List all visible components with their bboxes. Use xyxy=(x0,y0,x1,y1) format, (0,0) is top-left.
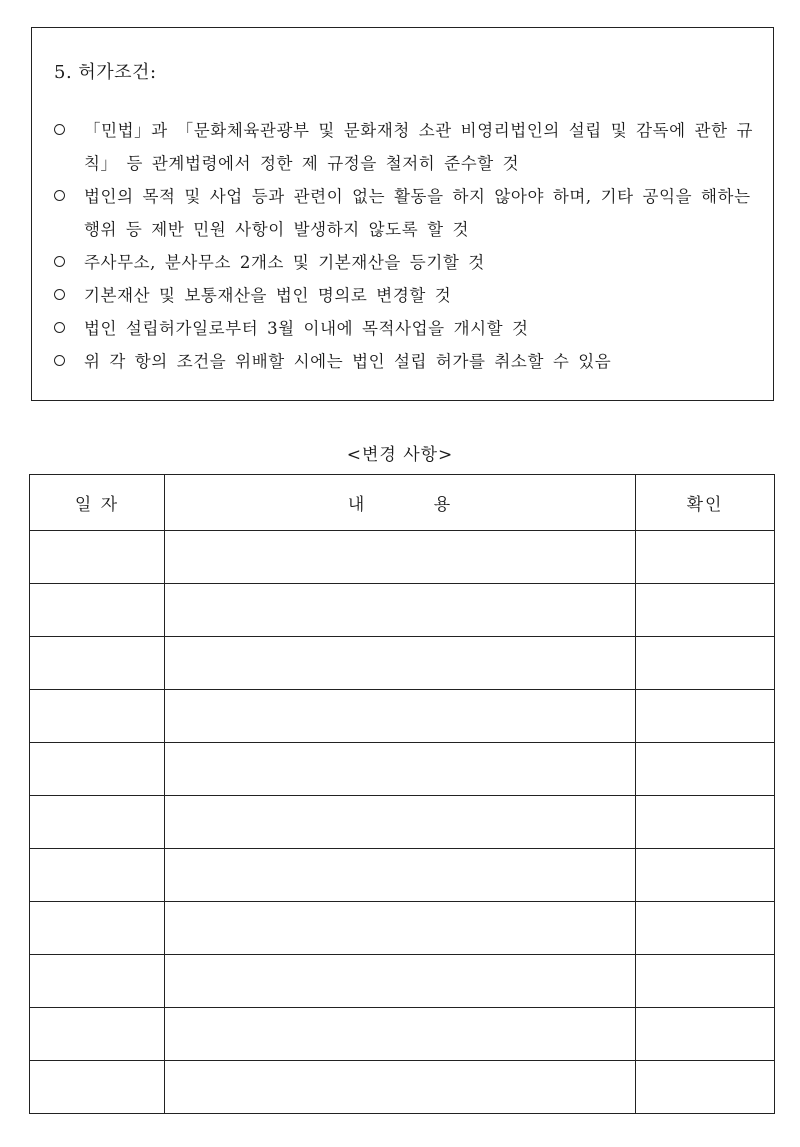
changes-title: <변경 사항> xyxy=(346,445,454,465)
table-row xyxy=(30,743,775,796)
confirm-cell xyxy=(636,796,775,849)
condition-text: 법인 설립허가일로부터 3월 이내에 목적사업을 개시할 것 xyxy=(84,319,529,338)
condition-text: 법인의 목적 및 사업 등과 관련이 없는 활동을 하지 않아야 하며, 기타 공익을 해하는 행위 등 제반 민원 사항이 발생하지 않도록 할 것 xyxy=(84,187,751,239)
content-cell xyxy=(165,637,636,690)
condition-item xyxy=(50,345,762,378)
content-cell xyxy=(165,690,636,743)
table-row xyxy=(30,849,775,902)
table-row xyxy=(30,1008,775,1061)
column-header-confirm: 확인 xyxy=(636,475,775,531)
content-cell xyxy=(165,1008,636,1061)
table-header-row xyxy=(30,475,775,531)
confirm-cell xyxy=(636,902,775,955)
changes-table xyxy=(29,474,775,1114)
date-cell xyxy=(30,1008,165,1061)
condition-item xyxy=(50,279,762,312)
column-header-date: 일 자 xyxy=(30,475,165,531)
circle-bullet-icon xyxy=(54,322,65,333)
content-cell xyxy=(165,584,636,637)
circle-bullet-icon xyxy=(54,289,65,300)
condition-text: 「민법」과 「문화체육관광부 및 문화재청 소관 비영리법인의 설립 및 감독에 관한 규칙」 등 관계법령에서 정한 제 규정을 철저히 준수할 것 xyxy=(84,121,753,173)
content-cell xyxy=(165,902,636,955)
condition-item xyxy=(50,246,762,279)
condition-item xyxy=(50,114,762,180)
condition-item xyxy=(50,180,762,246)
table-row xyxy=(30,1061,775,1114)
condition-text: 위 각 항의 조건을 위배할 시에는 법인 설립 허가를 취소할 수 있음 xyxy=(84,352,612,371)
circle-bullet-icon xyxy=(54,124,65,135)
table-row xyxy=(30,690,775,743)
table-row xyxy=(30,955,775,1008)
confirm-cell xyxy=(636,690,775,743)
date-cell xyxy=(30,902,165,955)
content-cell xyxy=(165,796,636,849)
date-cell xyxy=(30,955,165,1008)
confirm-cell xyxy=(636,637,775,690)
confirm-cell xyxy=(636,849,775,902)
table-row xyxy=(30,531,775,584)
table-row xyxy=(30,796,775,849)
confirm-cell xyxy=(636,955,775,1008)
changes-table-body xyxy=(30,531,775,1114)
column-header-content: 내 용 xyxy=(165,475,636,531)
condition-text: 주사무소, 분사무소 2개소 및 기본재산을 등기할 것 xyxy=(84,253,485,272)
date-cell xyxy=(30,849,165,902)
content-cell xyxy=(165,743,636,796)
date-cell xyxy=(30,690,165,743)
date-cell xyxy=(30,796,165,849)
date-cell xyxy=(30,584,165,637)
conditions-heading: 5. 허가조건: xyxy=(54,62,157,83)
circle-bullet-icon xyxy=(54,256,65,267)
condition-text: 기본재산 및 보통재산을 법인 명의로 변경할 것 xyxy=(84,286,452,305)
confirm-cell xyxy=(636,1061,775,1114)
circle-bullet-icon xyxy=(54,355,65,366)
content-cell xyxy=(165,531,636,584)
date-cell xyxy=(30,743,165,796)
content-cell xyxy=(165,1061,636,1114)
circle-bullet-icon xyxy=(54,190,65,201)
confirm-cell xyxy=(636,584,775,637)
date-cell xyxy=(30,1061,165,1114)
confirm-cell xyxy=(636,1008,775,1061)
confirm-cell xyxy=(636,743,775,796)
table-row xyxy=(30,584,775,637)
permit-conditions-box xyxy=(31,27,774,401)
confirm-cell xyxy=(636,531,775,584)
table-row xyxy=(30,637,775,690)
table-row xyxy=(30,902,775,955)
content-cell xyxy=(165,955,636,1008)
condition-item xyxy=(50,312,762,345)
conditions-list xyxy=(50,114,762,378)
date-cell xyxy=(30,531,165,584)
date-cell xyxy=(30,637,165,690)
content-cell xyxy=(165,849,636,902)
